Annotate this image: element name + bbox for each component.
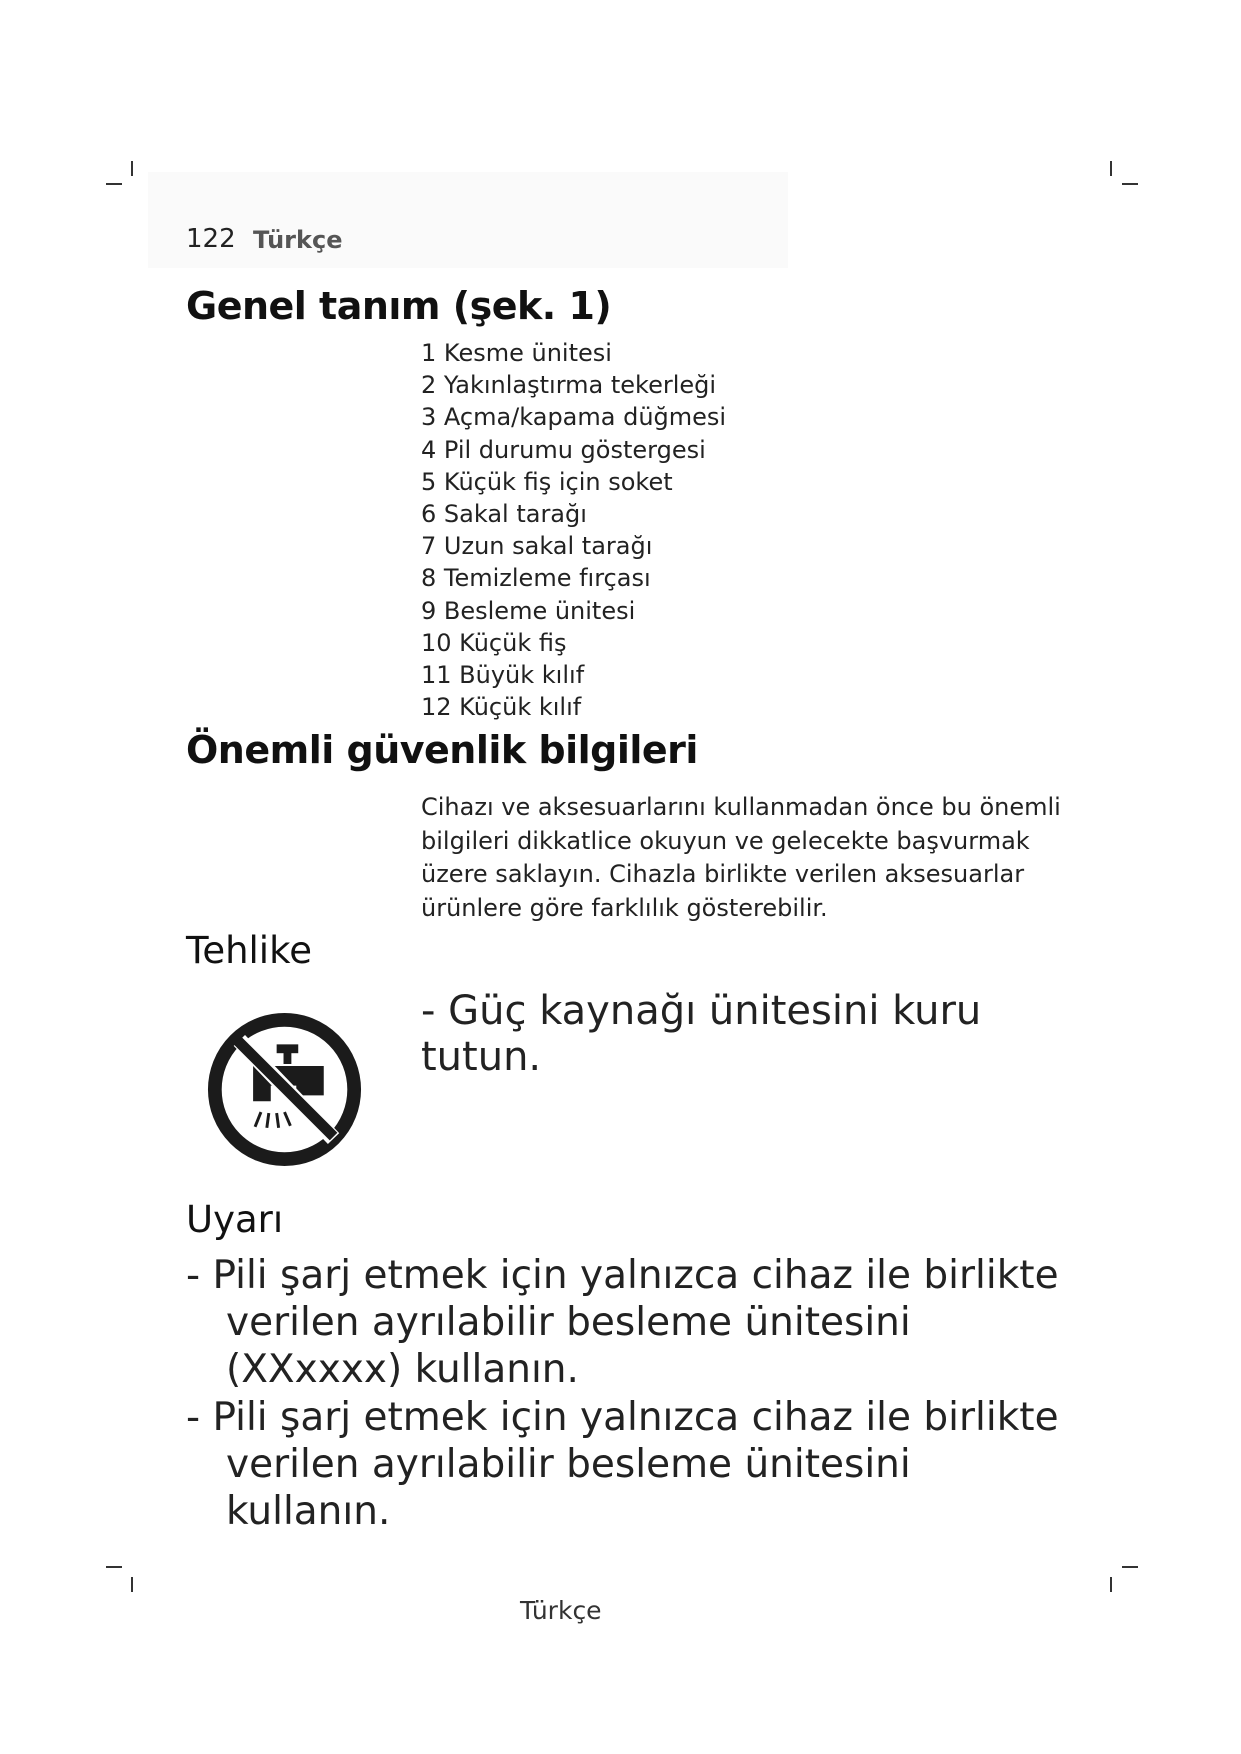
list-item: 6 Sakal tarağı: [421, 500, 587, 529]
list-item: 4 Pil durumu göstergesi: [421, 435, 706, 464]
crop-mark-bottom-right-v: [1110, 1577, 1112, 1592]
footer-language: Türkçe: [520, 1596, 602, 1625]
general-description-title: Genel tanım (şek. 1): [186, 284, 612, 328]
list-item: 10 Küçük fiş: [421, 628, 567, 657]
crop-mark-top-right-v: [1110, 161, 1112, 176]
list-item: 9 Besleme ünitesi: [421, 596, 636, 625]
warning-list: [186, 1252, 1066, 1536]
safety-intro: Cihazı ve aksesuarlarını kullanmadan önce bu önemli bilgileri dikkatlice okuyun ve gelecekte başvurmak üzere saklayın. Cihazla birlikte verilen aksesuarlar ürünlere göre farklılık gösterebilir.: [421, 793, 1061, 922]
crop-mark-bottom-right-h: [1122, 1566, 1138, 1568]
crop-mark-top-left-v: [131, 161, 133, 176]
safety-title: Önemli güvenlik bilgileri: [186, 728, 698, 772]
list-item: 5 Küçük fiş için soket: [421, 467, 673, 496]
parts-list: [421, 337, 726, 723]
list-item: 12 Küçük kılıf: [421, 693, 582, 722]
crop-mark-bottom-left-h: [106, 1566, 122, 1568]
crop-mark-bottom-left-v: [131, 1577, 133, 1592]
no-water-tap-icon: [206, 1011, 363, 1168]
header-band: [148, 172, 788, 268]
list-item: - Pili şarj etmek için yalnızca cihaz ile birlikte verilen ayrılabilir besleme ünitesini kullanın.: [186, 1395, 1059, 1534]
list-item: 2 Yakınlaştırma tekerleği: [421, 371, 717, 400]
list-item: 3 Açma/kapama düğmesi: [421, 403, 727, 432]
danger-text: - Güç kaynağı ünitesini kuru tutun.: [421, 988, 982, 1080]
list-item: - Pili şarj etmek için yalnızca cihaz ile birlikte verilen ayrılabilir besleme ünitesini (XXxxxx) kullanın.: [186, 1253, 1059, 1392]
page-number: 122: [186, 224, 236, 254]
list-item: 7 Uzun sakal tarağı: [421, 532, 653, 561]
warning-title: Uyarı: [186, 1198, 284, 1241]
list-item: 11 Büyük kılıf: [421, 661, 585, 690]
crop-mark-top-left-h: [106, 183, 122, 185]
list-item: 8 Temizleme fırçası: [421, 564, 651, 593]
crop-mark-top-right-h: [1122, 183, 1138, 185]
header-language: Türkçe: [253, 226, 343, 254]
list-item: 1 Kesme ünitesi: [421, 339, 612, 367]
danger-title: Tehlike: [186, 929, 312, 972]
